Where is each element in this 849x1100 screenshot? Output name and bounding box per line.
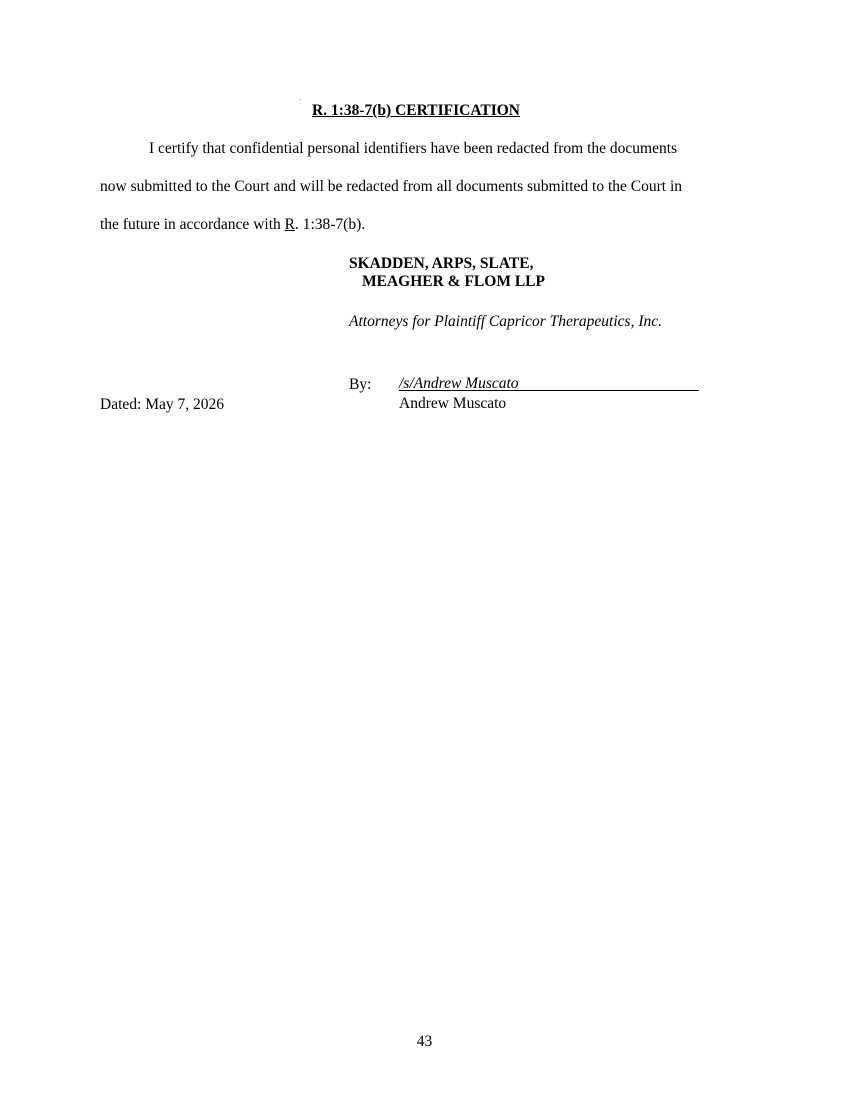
body-line-1: I certify that confidential personal identifiers have been redacted from the documents xyxy=(149,140,678,157)
signature-line xyxy=(399,390,699,391)
body-line-2: now submitted to the Court and will be redacted from all documents submitted to the Court in xyxy=(100,178,683,195)
firm-name-line-2: MEAGHER & FLOM LLP xyxy=(362,273,545,290)
printed-name: Andrew Muscato xyxy=(399,395,507,412)
body-line-3 xyxy=(100,216,365,234)
signature-text: /s/Andrew Muscato xyxy=(399,375,519,392)
attorney-role: Attorneys for Plaintiff Capricor Therapeutics, Inc. xyxy=(349,313,662,330)
firm-name-line-1: SKADDEN, ARPS, SLATE, xyxy=(349,255,534,272)
body-line-3-suffix: . 1:38-7(b). xyxy=(294,216,366,233)
by-label: By: xyxy=(349,376,372,393)
page-number: 43 xyxy=(416,1033,433,1050)
scan-dot xyxy=(300,99,301,100)
body-line-3-prefix: the future in accordance with xyxy=(100,216,285,233)
rule-letter: R xyxy=(284,216,295,233)
dated-line: Dated: May 7, 2026 xyxy=(100,396,224,413)
certification-heading: R. 1:38-7(b) CERTIFICATION xyxy=(312,102,520,119)
